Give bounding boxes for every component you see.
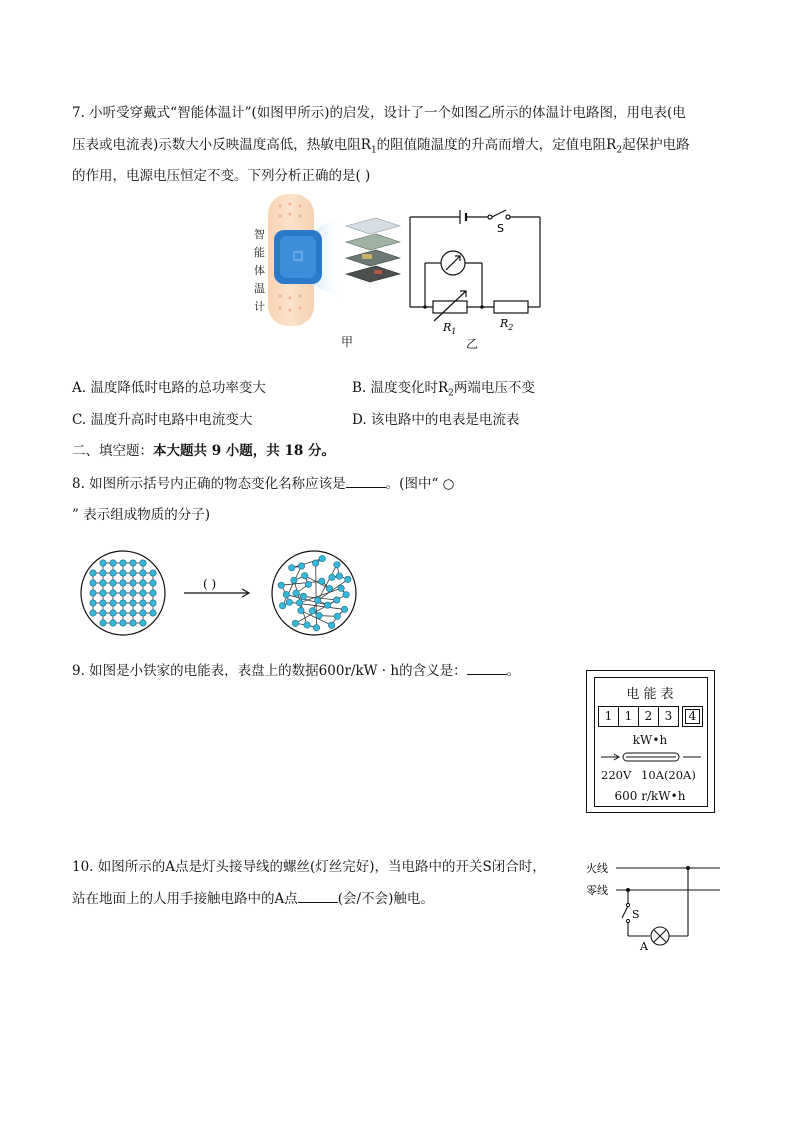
solid-molecule xyxy=(100,620,106,626)
q9-line: 9. 如图是小铁家的电能表，表盘上的数据600r/kW · h的含义是： 。 xyxy=(72,660,520,681)
solid-molecule xyxy=(100,570,106,576)
solid-molecule xyxy=(90,610,96,616)
meter-voltage: 220V xyxy=(601,768,632,782)
q10-line-1: 10. 如图所示的A点是灯头接导线的螺丝(灯丝完好)，当电路中的开关S闭合时， xyxy=(72,859,546,875)
liquid-molecule xyxy=(292,620,298,626)
device-char-2: 能 xyxy=(254,246,265,259)
liquid-molecule xyxy=(293,590,299,596)
q7-line-2: 压表或电流表)示数大小反映温度高低，热敏电阻$R_1$的阻值随温度的升高而增大，定值电阻$R_2$起保护电路 xyxy=(72,137,690,156)
solid-molecule xyxy=(110,610,116,616)
liquid-molecule xyxy=(345,576,351,582)
solid-molecule xyxy=(130,600,136,606)
device-char-4: 温 xyxy=(254,282,265,295)
liquid-molecule xyxy=(302,573,308,579)
liquid-molecule xyxy=(319,578,325,584)
solid-molecule xyxy=(140,580,146,586)
switch-label: S xyxy=(632,908,640,921)
solid-molecule xyxy=(90,590,96,596)
liquid-molecule xyxy=(338,585,344,591)
switch-s-label: S xyxy=(497,222,504,235)
liquid-molecule xyxy=(328,622,334,628)
q9-answer-blank[interactable] xyxy=(467,660,507,675)
caption-b: 乙 xyxy=(466,337,479,351)
liquid-molecule xyxy=(343,592,349,598)
smart-thermometer-figure xyxy=(250,192,410,330)
liquid-molecule xyxy=(291,577,297,583)
solid-molecule xyxy=(120,570,126,576)
q7-line-3: 的作用，电源电压恒定不变。下列分析正确的是( ) xyxy=(72,168,371,184)
q7-option-d[interactable]: D. 该电路中的电表是电流表 xyxy=(352,412,520,428)
solid-molecule xyxy=(90,600,96,606)
liquid-molecule xyxy=(319,555,325,561)
solid-molecule xyxy=(120,620,126,626)
solid-molecule xyxy=(120,590,126,596)
liquid-molecule xyxy=(298,563,304,569)
liquid-molecule xyxy=(336,573,342,579)
liquid-molecule xyxy=(289,565,295,571)
meter-digit: 1 xyxy=(618,706,639,727)
solid-molecule xyxy=(130,560,136,566)
molecule-state-change-figure xyxy=(78,548,368,638)
solid-molecule xyxy=(150,580,156,586)
solid-molecule xyxy=(100,600,106,606)
solid-molecule xyxy=(90,570,96,576)
state-change-blank: ( ) xyxy=(203,577,217,591)
liquid-molecule xyxy=(296,600,302,606)
point-a-label: A xyxy=(640,940,648,953)
liquid-molecule xyxy=(313,625,319,631)
device-char-3: 体 xyxy=(254,264,265,277)
solid-molecule xyxy=(140,600,146,606)
solid-molecule xyxy=(140,620,146,626)
solid-molecule xyxy=(110,590,116,596)
solid-molecule xyxy=(150,610,156,616)
meter-rate: 600 r/kW•h xyxy=(614,789,686,803)
q7-line-1: 7. 小听受穿戴式“智能体温计”(如图甲所示)的启发，设计了一个如图乙所示的体温计电路图，用电表(电 xyxy=(72,105,686,121)
household-circuit-diagram xyxy=(584,858,724,954)
solid-molecule xyxy=(140,590,146,596)
liquid-molecule xyxy=(305,581,311,587)
meter-digit: 1 xyxy=(598,706,619,727)
solid-molecule xyxy=(100,580,106,586)
meter-disk xyxy=(601,751,701,763)
q8-answer-blank[interactable] xyxy=(346,473,386,488)
section-2-heading: 二、填空题：本大题共 9 小题，共 18 分。 xyxy=(72,443,335,459)
solid-molecule xyxy=(140,560,146,566)
solid-molecule xyxy=(150,590,156,596)
caption-a: 甲 xyxy=(341,335,354,349)
live-wire-label: 火线 xyxy=(586,862,608,875)
solid-molecule xyxy=(110,560,116,566)
liquid-molecule xyxy=(329,574,335,580)
meter-title: 电 能 表 xyxy=(626,687,674,702)
liquid-molecule xyxy=(324,602,330,608)
r1-label: $R_1$ xyxy=(443,321,457,336)
solid-molecule xyxy=(90,580,96,586)
liquid-molecule xyxy=(298,607,304,613)
solid-molecule xyxy=(100,610,106,616)
solid-molecule xyxy=(130,590,136,596)
solid-molecule xyxy=(110,600,116,606)
device-char-1: 智 xyxy=(254,228,265,241)
solid-molecule xyxy=(150,570,156,576)
liquid-molecule xyxy=(286,599,292,605)
q10-line-2: 站在地面上的人用手接触电路中的A点 (会/不会)触电。 xyxy=(72,888,434,909)
solid-molecule xyxy=(150,600,156,606)
q10-answer-blank[interactable] xyxy=(298,888,338,903)
meter-digit-decimal: 4 xyxy=(682,706,703,727)
liquid-molecule xyxy=(341,606,347,612)
q8-line-2: ” 表示组成物质的分子) xyxy=(72,507,210,523)
meter-current: 10A(20A) xyxy=(641,768,696,782)
solid-molecule xyxy=(120,560,126,566)
liquid-molecule xyxy=(315,597,321,603)
liquid-molecule xyxy=(316,612,322,618)
solid-molecule xyxy=(120,580,126,586)
q7-option-b[interactable]: B. 温度变化时$R_2$两端电压不变 xyxy=(352,380,535,399)
thermometer-circuit-diagram xyxy=(400,205,550,355)
solid-molecule xyxy=(120,600,126,606)
solid-molecule xyxy=(130,620,136,626)
liquid-molecule xyxy=(326,585,332,591)
liquid-structure xyxy=(272,551,356,635)
solid-molecule xyxy=(110,580,116,586)
solid-molecule xyxy=(130,570,136,576)
device-char-5: 计 xyxy=(254,300,265,313)
meter-digit: 3 xyxy=(658,706,679,727)
solid-molecule xyxy=(100,560,106,566)
solid-molecule xyxy=(130,580,136,586)
liquid-molecule xyxy=(283,591,289,597)
meter-digits xyxy=(599,706,703,727)
q8-line-1: 8. 如图所示括号内正确的物态变化名称应该是 。(图中“ ○ xyxy=(72,473,454,494)
liquid-molecule xyxy=(300,593,306,599)
liquid-molecule xyxy=(309,608,315,614)
meter-digit: 2 xyxy=(638,706,659,727)
solid-molecule xyxy=(140,570,146,576)
liquid-molecule xyxy=(278,582,284,588)
solid-molecule xyxy=(110,570,116,576)
liquid-molecule xyxy=(334,613,340,619)
neutral-wire-label: 零线 xyxy=(586,884,608,897)
liquid-molecule xyxy=(304,622,310,628)
liquid-molecule xyxy=(279,603,285,609)
solid-molecule xyxy=(140,610,146,616)
liquid-molecule xyxy=(312,560,318,566)
q7-option-c[interactable]: C. 温度升高时电路中电流变大 xyxy=(72,412,253,428)
solid-molecule xyxy=(100,590,106,596)
solid-molecule xyxy=(130,610,136,616)
solid-molecule xyxy=(110,620,116,626)
meter-unit: kW•h xyxy=(632,733,668,747)
solid-lattice xyxy=(81,551,165,635)
q7-option-a[interactable]: A. 温度降低时电路的总功率变大 xyxy=(72,380,266,396)
liquid-molecule xyxy=(334,597,340,603)
solid-molecule xyxy=(120,610,126,616)
liquid-molecule xyxy=(334,562,340,568)
r2-label: $R_2$ xyxy=(500,317,514,332)
energy-meter xyxy=(586,670,715,813)
